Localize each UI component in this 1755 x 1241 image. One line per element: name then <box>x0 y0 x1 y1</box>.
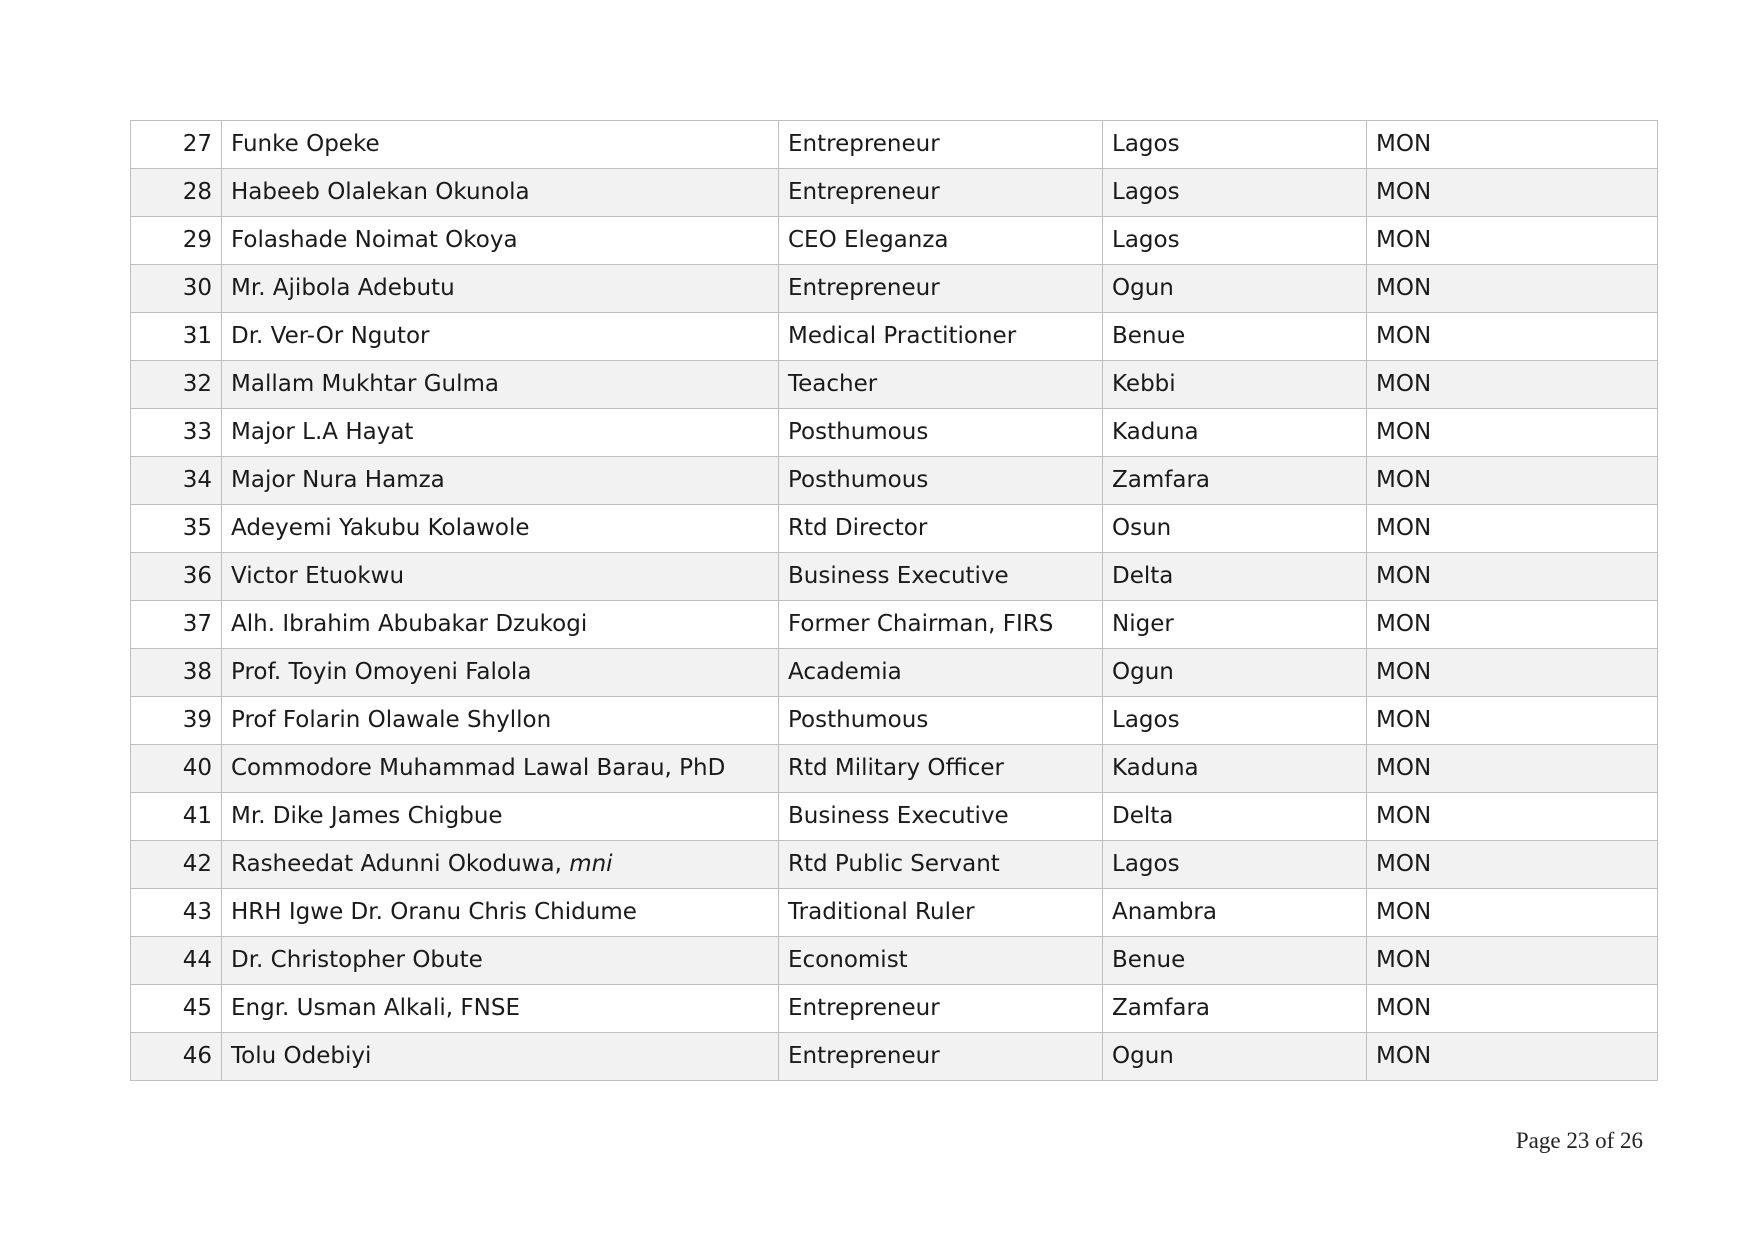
occupation-cell-text: Posthumous <box>788 467 929 493</box>
row-number-cell-text: 28 <box>182 179 212 205</box>
occupation-cell <box>779 121 1103 169</box>
row-number-cell-text: 38 <box>182 659 212 685</box>
row-number-cell-text: 43 <box>182 899 212 925</box>
award-cell <box>1367 217 1658 265</box>
occupation-cell <box>779 697 1103 745</box>
occupation-cell-text: Entrepreneur <box>788 1043 940 1069</box>
table-row <box>131 505 1658 553</box>
row-number-cell-text: 29 <box>182 227 212 253</box>
table-row <box>131 169 1658 217</box>
state-cell-text: Delta <box>1112 803 1174 829</box>
occupation-cell-text: Academia <box>788 659 902 685</box>
name-cell-text: Adeyemi Yakubu Kolawole <box>231 515 530 541</box>
state-cell <box>1103 121 1367 169</box>
state-cell <box>1103 1033 1367 1081</box>
occupation-cell-text: Entrepreneur <box>788 275 940 301</box>
occupation-cell-text: Entrepreneur <box>788 179 940 205</box>
name-cell-text: Habeeb Olalekan Okunola <box>231 179 530 205</box>
state-cell-text: Benue <box>1112 947 1186 973</box>
name-cell <box>222 409 779 457</box>
name-cell <box>222 793 779 841</box>
award-cell-text: MON <box>1376 515 1432 541</box>
table-row <box>131 409 1658 457</box>
name-cell <box>222 361 779 409</box>
name-cell <box>222 841 779 889</box>
award-cell-text: MON <box>1376 803 1432 829</box>
award-cell <box>1367 457 1658 505</box>
occupation-cell <box>779 217 1103 265</box>
award-cell-text: MON <box>1376 755 1432 781</box>
row-number-cell <box>131 889 222 937</box>
occupation-cell <box>779 169 1103 217</box>
table-row <box>131 985 1658 1033</box>
row-number-cell <box>131 937 222 985</box>
state-cell <box>1103 169 1367 217</box>
row-number-cell <box>131 697 222 745</box>
occupation-cell <box>779 937 1103 985</box>
occupation-cell <box>779 793 1103 841</box>
award-cell <box>1367 601 1658 649</box>
state-cell-text: Lagos <box>1112 851 1180 877</box>
row-number-cell <box>131 313 222 361</box>
name-cell <box>222 457 779 505</box>
occupation-cell <box>779 505 1103 553</box>
occupation-cell-text: Business Executive <box>788 563 1009 589</box>
name-cell <box>222 217 779 265</box>
award-cell <box>1367 937 1658 985</box>
award-cell-text: MON <box>1376 227 1432 253</box>
table-row <box>131 793 1658 841</box>
award-cell-text: MON <box>1376 563 1432 589</box>
occupation-cell <box>779 361 1103 409</box>
state-cell-text: Lagos <box>1112 707 1180 733</box>
table-row <box>131 697 1658 745</box>
occupation-cell <box>779 745 1103 793</box>
name-cell-text: Alh. Ibrahim Abubakar Dzukogi <box>231 611 588 637</box>
name-suffix-text: mni <box>569 851 613 877</box>
award-cell-text: MON <box>1376 179 1432 205</box>
award-cell <box>1367 697 1658 745</box>
name-cell-text: Mr. Dike James Chigbue <box>231 803 503 829</box>
award-cell <box>1367 361 1658 409</box>
state-cell <box>1103 409 1367 457</box>
name-cell-text: Engr. Usman Alkali, FNSE <box>231 995 520 1021</box>
state-cell-text: Kaduna <box>1112 419 1199 445</box>
name-cell-text: Prof Folarin Olawale Shyllon <box>231 707 552 733</box>
state-cell <box>1103 553 1367 601</box>
state-cell-text: Ogun <box>1112 659 1174 685</box>
occupation-cell-text: Entrepreneur <box>788 995 940 1021</box>
state-cell <box>1103 601 1367 649</box>
occupation-cell-text: Posthumous <box>788 707 929 733</box>
state-cell <box>1103 505 1367 553</box>
name-cell <box>222 313 779 361</box>
table-row <box>131 313 1658 361</box>
award-cell-text: MON <box>1376 659 1432 685</box>
award-cell <box>1367 169 1658 217</box>
state-cell-text: Zamfara <box>1112 995 1210 1021</box>
occupation-cell <box>779 265 1103 313</box>
row-number-cell <box>131 121 222 169</box>
row-number-cell-text: 45 <box>182 995 212 1021</box>
state-cell-text: Niger <box>1112 611 1174 637</box>
award-cell-text: MON <box>1376 1043 1432 1069</box>
row-number-cell-text: 41 <box>182 803 212 829</box>
row-number-cell-text: 31 <box>182 323 212 349</box>
table-row <box>131 745 1658 793</box>
award-cell <box>1367 793 1658 841</box>
row-number-cell <box>131 553 222 601</box>
state-cell <box>1103 985 1367 1033</box>
name-cell <box>222 601 779 649</box>
occupation-cell-text: Business Executive <box>788 803 1009 829</box>
award-cell <box>1367 1033 1658 1081</box>
state-cell <box>1103 361 1367 409</box>
table-row <box>131 553 1658 601</box>
award-cell-text: MON <box>1376 707 1432 733</box>
table-row <box>131 217 1658 265</box>
award-cell <box>1367 985 1658 1033</box>
award-cell-text: MON <box>1376 995 1432 1021</box>
occupation-cell <box>779 841 1103 889</box>
row-number-cell <box>131 457 222 505</box>
name-cell-text: HRH Igwe Dr. Oranu Chris Chidume <box>231 899 637 925</box>
award-cell <box>1367 121 1658 169</box>
name-cell-text: Tolu Odebiyi <box>231 1043 372 1069</box>
occupation-cell <box>779 409 1103 457</box>
state-cell-text: Osun <box>1112 515 1172 541</box>
state-cell <box>1103 745 1367 793</box>
row-number-cell-text: 36 <box>182 563 212 589</box>
award-cell-text: MON <box>1376 275 1432 301</box>
name-cell-text: Commodore Muhammad Lawal Barau, PhD <box>231 755 726 781</box>
name-cell-text: Funke Opeke <box>231 131 380 157</box>
state-cell <box>1103 937 1367 985</box>
name-cell <box>222 889 779 937</box>
award-cell <box>1367 649 1658 697</box>
state-cell-text: Ogun <box>1112 275 1174 301</box>
state-cell-text: Lagos <box>1112 131 1180 157</box>
award-cell <box>1367 889 1658 937</box>
occupation-cell <box>779 601 1103 649</box>
state-cell-text: Delta <box>1112 563 1174 589</box>
table-row <box>131 1033 1658 1081</box>
state-cell <box>1103 793 1367 841</box>
row-number-cell-text: 27 <box>182 131 212 157</box>
award-cell <box>1367 409 1658 457</box>
name-cell-text: Victor Etuokwu <box>231 563 405 589</box>
table-row <box>131 265 1658 313</box>
row-number-cell-text: 34 <box>182 467 212 493</box>
occupation-cell-text: Rtd Military Officer <box>788 755 1005 781</box>
name-cell <box>222 985 779 1033</box>
name-cell-text: Folashade Noimat Okoya <box>231 227 518 253</box>
state-cell-text: Lagos <box>1112 179 1180 205</box>
occupation-cell-text: Rtd Director <box>788 515 928 541</box>
award-cell <box>1367 313 1658 361</box>
row-number-cell-text: 46 <box>182 1043 212 1069</box>
awardees-table-body <box>131 121 1658 1081</box>
awardees-table <box>130 120 1658 1081</box>
occupation-cell <box>779 457 1103 505</box>
row-number-cell <box>131 601 222 649</box>
award-cell-text: MON <box>1376 611 1432 637</box>
award-cell-text: MON <box>1376 323 1432 349</box>
name-cell-text: Rasheedat Adunni Okoduwa, <box>231 851 570 877</box>
award-cell <box>1367 841 1658 889</box>
occupation-cell-text: CEO Eleganza <box>788 227 949 253</box>
state-cell-text: Benue <box>1112 323 1186 349</box>
row-number-cell <box>131 745 222 793</box>
occupation-cell-text: Posthumous <box>788 419 929 445</box>
name-cell-text: Mr. Ajibola Adebutu <box>231 275 455 301</box>
name-cell <box>222 169 779 217</box>
row-number-cell <box>131 217 222 265</box>
state-cell-text: Kaduna <box>1112 755 1199 781</box>
state-cell <box>1103 265 1367 313</box>
table-row <box>131 121 1658 169</box>
state-cell <box>1103 697 1367 745</box>
row-number-cell-text: 32 <box>182 371 212 397</box>
name-cell-text: Dr. Christopher Obute <box>231 947 483 973</box>
row-number-cell <box>131 1033 222 1081</box>
row-number-cell <box>131 169 222 217</box>
row-number-cell <box>131 841 222 889</box>
page-number: Page 23 of 26 <box>1515 1128 1643 1153</box>
state-cell <box>1103 841 1367 889</box>
row-number-cell-text: 44 <box>182 947 212 973</box>
state-cell <box>1103 649 1367 697</box>
award-cell <box>1367 745 1658 793</box>
name-cell-text: Major Nura Hamza <box>231 467 445 493</box>
row-number-cell <box>131 265 222 313</box>
row-number-cell-text: 33 <box>182 419 212 445</box>
row-number-cell <box>131 505 222 553</box>
row-number-cell <box>131 361 222 409</box>
name-cell <box>222 121 779 169</box>
table-row <box>131 937 1658 985</box>
name-cell-text: Major L.A Hayat <box>231 419 414 445</box>
state-cell <box>1103 217 1367 265</box>
state-cell-text: Zamfara <box>1112 467 1210 493</box>
row-number-cell <box>131 649 222 697</box>
state-cell-text: Lagos <box>1112 227 1180 253</box>
name-cell <box>222 1033 779 1081</box>
row-number-cell-text: 39 <box>182 707 212 733</box>
table-row <box>131 841 1658 889</box>
table-row <box>131 649 1658 697</box>
occupation-cell-text: Entrepreneur <box>788 131 940 157</box>
table-row <box>131 601 1658 649</box>
occupation-cell <box>779 649 1103 697</box>
name-cell <box>222 553 779 601</box>
row-number-cell <box>131 793 222 841</box>
award-cell-text: MON <box>1376 851 1432 877</box>
award-cell <box>1367 505 1658 553</box>
row-number-cell <box>131 985 222 1033</box>
award-cell-text: MON <box>1376 947 1432 973</box>
name-cell <box>222 265 779 313</box>
award-cell <box>1367 553 1658 601</box>
state-cell <box>1103 313 1367 361</box>
occupation-cell-text: Traditional Ruler <box>788 899 975 925</box>
row-number-cell <box>131 409 222 457</box>
occupation-cell <box>779 313 1103 361</box>
award-cell-text: MON <box>1376 131 1432 157</box>
award-cell <box>1367 265 1658 313</box>
state-cell-text: Ogun <box>1112 1043 1174 1069</box>
table-row <box>131 889 1658 937</box>
state-cell <box>1103 457 1367 505</box>
name-cell <box>222 745 779 793</box>
state-cell-text: Anambra <box>1112 899 1217 925</box>
row-number-cell-text: 35 <box>182 515 212 541</box>
row-number-cell-text: 30 <box>182 275 212 301</box>
name-cell-text: Prof. Toyin Omoyeni Falola <box>231 659 532 685</box>
state-cell-text: Kebbi <box>1112 371 1176 397</box>
occupation-cell-text: Former Chairman, FIRS <box>788 611 1054 637</box>
award-cell-text: MON <box>1376 371 1432 397</box>
occupation-cell-text: Rtd Public Servant <box>788 851 1000 877</box>
name-cell-text: Mallam Mukhtar Gulma <box>231 371 500 397</box>
occupation-cell-text: Economist <box>788 947 908 973</box>
occupation-cell <box>779 553 1103 601</box>
occupation-cell-text: Teacher <box>788 371 878 397</box>
row-number-cell-text: 37 <box>182 611 212 637</box>
row-number-cell-text: 40 <box>182 755 212 781</box>
occupation-cell <box>779 889 1103 937</box>
award-cell-text: MON <box>1376 419 1432 445</box>
occupation-cell <box>779 985 1103 1033</box>
name-cell <box>222 505 779 553</box>
table-row <box>131 361 1658 409</box>
table-row <box>131 457 1658 505</box>
state-cell <box>1103 889 1367 937</box>
name-cell <box>222 649 779 697</box>
name-cell <box>222 697 779 745</box>
award-cell-text: MON <box>1376 467 1432 493</box>
name-cell-text: Dr. Ver-Or Ngutor <box>231 323 430 349</box>
row-number-cell-text: 42 <box>182 851 212 877</box>
occupation-cell-text: Medical Practitioner <box>788 323 1017 349</box>
name-cell <box>222 937 779 985</box>
award-cell-text: MON <box>1376 899 1432 925</box>
occupation-cell <box>779 1033 1103 1081</box>
